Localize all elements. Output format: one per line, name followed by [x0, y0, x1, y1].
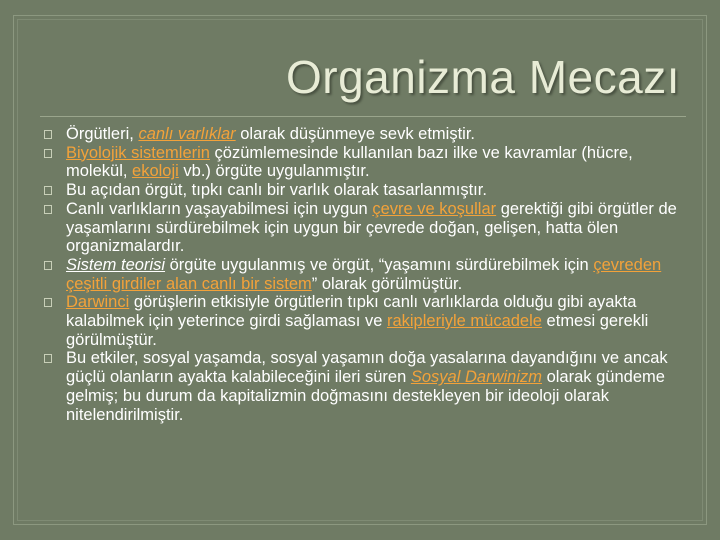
bullet-box-icon	[44, 354, 52, 363]
bullet-box-icon	[44, 298, 52, 307]
highlighted-text: canlı varlıklar	[138, 125, 236, 143]
bullet-text: Bu etkiler, sosyal yaşamda, sosyal yaşamın doğa yasalarına dayandığını ve ancak güçlü olanların ayakta kalabileceğini ileri süren	[66, 349, 668, 387]
title-divider	[40, 116, 686, 117]
highlighted-text: çevre ve koşullar	[372, 199, 497, 218]
bullet-text: örgüte uygulanmış ve örgüt, “yaşamını sürdürebilmek için	[165, 255, 594, 274]
highlighted-text: Darwinci	[66, 293, 130, 312]
bullet-text: olarak düşünmeye sevk etmiştir.	[235, 125, 475, 143]
bullet-box-icon	[44, 205, 52, 214]
bullet-text: olarak gündeme gelmiş; bu durum da kapitalizmin doğmasını destekleyen bir ideoloji olarak nitelendirilmiştir.	[66, 368, 665, 424]
bullet-item	[44, 144, 692, 181]
highlighted-text: çevreden çeşitli girdiler alan canlı bir sistem	[66, 255, 662, 293]
bullet-box-icon	[44, 130, 52, 139]
bullet-text: ” olarak görülmüştür.	[311, 274, 463, 293]
highlighted-text: Biyolojik sistemlerin	[66, 143, 210, 162]
bullet-text: Canlı varlıkların yaşayabilmesi için uygun	[66, 199, 373, 218]
bullet-box-icon	[44, 261, 52, 270]
bullet-text: Bu açıdan örgüt, tıpkı canlı bir varlık olarak tasarlanmıştır.	[66, 181, 487, 200]
slide-title: Organizma Mecazı	[285, 51, 680, 103]
highlighted-text: Sosyal Darwinizm	[410, 368, 542, 387]
bullet-text: gerektiği gibi örgütler de yaşamlarını sürdürebilmek için uygun bir çevrede doğan, gelişen, hatta ölen organizmalardır.	[66, 199, 677, 256]
bullet-text: vb.) örgüte uygulanmıştır.	[178, 162, 370, 181]
bullet-item	[44, 200, 692, 256]
bullet-item	[44, 293, 692, 349]
bullet-text: görüşlerin etkisiyle örgütlerin tıpkı canlı varlıklarda olduğu gibi ayakta kalabilmek için yeterince girdi sağlaması ve	[66, 293, 637, 331]
bullet-text: çözümlemesinde kullanılan bazı ilke ve kavramlar (hücre, molekül,	[66, 143, 633, 181]
bullet-item	[44, 349, 692, 424]
highlighted-text: rakipleriyle mücadele	[386, 312, 542, 331]
bullet-list	[44, 125, 692, 424]
bullet-item	[44, 181, 692, 200]
bullet-text: etmesi gerekli görülmüştür.	[66, 312, 649, 349]
highlighted-text: ekoloji	[132, 162, 179, 181]
highlighted-text: Sistem teorisi	[66, 255, 166, 274]
bullet-text: Örgütleri,	[66, 125, 139, 143]
bullet-item	[44, 256, 692, 293]
bullet-box-icon	[44, 149, 52, 158]
bullet-item	[44, 125, 692, 144]
bullet-box-icon	[44, 186, 52, 195]
